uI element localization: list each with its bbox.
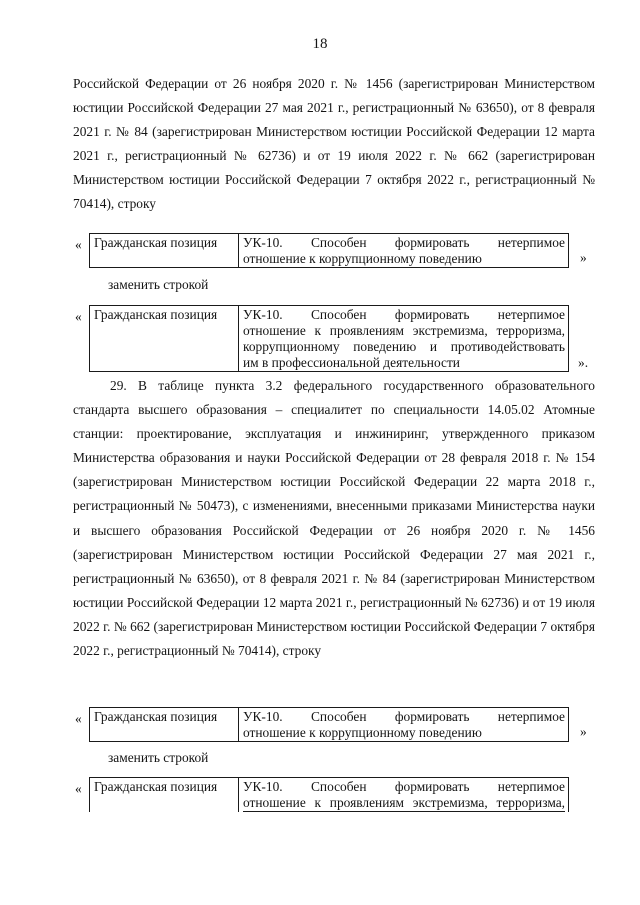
table-row [90, 778, 569, 813]
quote-close-1: » [580, 250, 587, 265]
competency-group-cell: Гражданская позиция [90, 306, 239, 372]
replace-instruction-2: заменить строкой [108, 750, 209, 765]
quote-open-1: « [75, 237, 82, 252]
quote-close-2: ». [578, 355, 589, 370]
table-row [90, 708, 569, 742]
description-line: УК-10. Способен формировать нетерпимое [243, 709, 565, 724]
paragraph-item-29: 29. В таблице пункта 3.2 федерального государственного образовательного стандарта высшего образования – специалитет по специальности 14.05.02 Атомные станции: проектирование, эксплуатация и инжиниринг, утвержденного приказом Министерства образования и науки Российской Федерации от 28 февраля 2018 г. № 154 (зарегистрирован Министерством юстиции Российской Федерации 22 марта 2018 г., регистрационный № 50473), с изменениями, внесенными приказами Министерства науки и высшего образования Российской Федерации от 26 ноября 2020 г. № 1456 (зарегистрирован Министерством юстиции Российской Федерации 27 мая 2021 г., регистрационный № 63650), от 8 февраля 2021 г. № 84 (зарегистрирован Министерством юстиции Российской Федерации 12 марта 2021 г., регистрационный № 62736) и от 19 июля 2022 г. № 662 (зарегистрирован Министерством юстиции Российской Федерации 7 октября 2022 г., регистрационный № 70414), строку [73, 378, 595, 659]
description-line: отношение к проявлениям экстремизма, терроризма, [243, 323, 565, 338]
competency-group-cell: Гражданская позиция [90, 708, 239, 742]
description-line: им в профессиональной деятельности [243, 355, 460, 370]
table-row [90, 306, 569, 372]
competency-description-cell [239, 306, 569, 372]
description-line: коррупционному поведению и противодействовать [243, 339, 565, 354]
quote-open-4: « [75, 781, 82, 796]
competency-group-cell: Гражданская позиция [90, 778, 239, 813]
page-number: 18 [312, 36, 328, 52]
description-line: отношение к проявлениям экстремизма, терроризма, [243, 795, 565, 810]
description-line: УК-10. Способен формировать нетерпимое [243, 235, 565, 250]
description-line: отношение к коррупционному поведению [243, 725, 482, 740]
competency-description-cell [239, 708, 569, 742]
competency-group-cell: Гражданская позиция [90, 234, 239, 268]
replace-instruction-1: заменить строкой [108, 277, 209, 292]
competency-table-new-2 [89, 777, 569, 812]
competency-description-cell [239, 234, 569, 268]
quote-open-3: « [75, 711, 82, 726]
paragraph-continuation: Российской Федерации от 26 ноября 2020 г. № 1456 (зарегистрирован Министерством юстиции Российской Федерации 27 мая 2021 г., регистрационный № 63650), от 8 февраля 2021 г. № 84 (зарегистрирован Министерством юстиции Российской Федерации 12 марта 2021 г., регистрационный № 62736) и от 19 июля 2022 г. № 662 (зарегистрирован Министерством юстиции Российской Федерации 7 октября 2022 г., регистрационный № 70414), строку [73, 76, 595, 212]
description-line: отношение к коррупционному поведению [243, 251, 482, 266]
description-line: УК-10. Способен формировать нетерпимое [243, 779, 565, 794]
competency-table-old-1 [89, 233, 569, 268]
description-line: УК-10. Способен формировать нетерпимое [243, 307, 565, 322]
competency-table-new-1 [89, 305, 569, 372]
competency-table-old-2 [89, 707, 569, 742]
quote-open-2: « [75, 309, 82, 324]
table-row [90, 234, 569, 268]
quote-close-3: » [580, 724, 587, 739]
competency-description-cell [239, 778, 569, 813]
